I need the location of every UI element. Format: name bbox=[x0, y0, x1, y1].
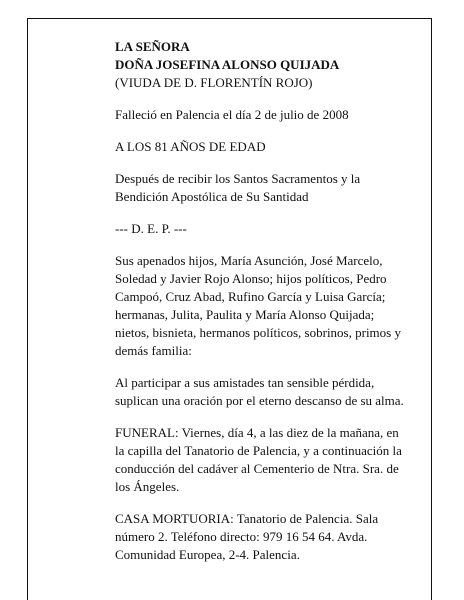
sacraments-statement: Después de recibir los Santos Sacramentos y la Bendición Apostólica de Su Santidad bbox=[115, 171, 361, 204]
title-line: LA SEÑORA bbox=[115, 39, 190, 54]
family-list: Sus apenados hijos, María Asunción, José Marcelo, Soledad y Javier Rojo Alonso; hijos políticos, Pedro Campoó, Cruz Abad, Rufino García y Luisa García; hermanas, Julita, Paulita y María Alonso Quijada; nietos, bisnieta, hermanos políticos, sobrinos, primos y demás familia: bbox=[115, 253, 401, 358]
deceased-name: DOÑA JOSEFINA ALONSO QUIJADA bbox=[115, 57, 340, 72]
mortuary-details: CASA MORTUORIA: Tanatorio de Palencia. Sala número 2. Teléfono directo: 979 16 54 64. Avda. Comunidad Europea, 2-4. Palencia. bbox=[115, 511, 379, 562]
widow-note: (VIUDA DE D. FLORENTÍN ROJO) bbox=[115, 75, 313, 90]
deceased-header bbox=[115, 38, 425, 92]
age-statement: A LOS 81 AÑOS DE EDAD bbox=[115, 139, 266, 154]
rip-line: --- D. E. P. --- bbox=[115, 221, 187, 236]
obituary-notice bbox=[115, 38, 425, 578]
death-statement: Falleció en Palencia el día 2 de julio de 2008 bbox=[115, 107, 349, 122]
funeral-details: FUNERAL: Viernes, día 4, a las diez de la mañana, en la capilla del Tanatorio de Palencia, y a continuación la conducción del cadáver al Cementerio de Ntra. Sra. de los Ángeles. bbox=[115, 425, 402, 494]
prayer-request: Al participar a sus amistades tan sensible pérdida, suplican una oración por el eterno descanso de su alma. bbox=[115, 375, 404, 408]
